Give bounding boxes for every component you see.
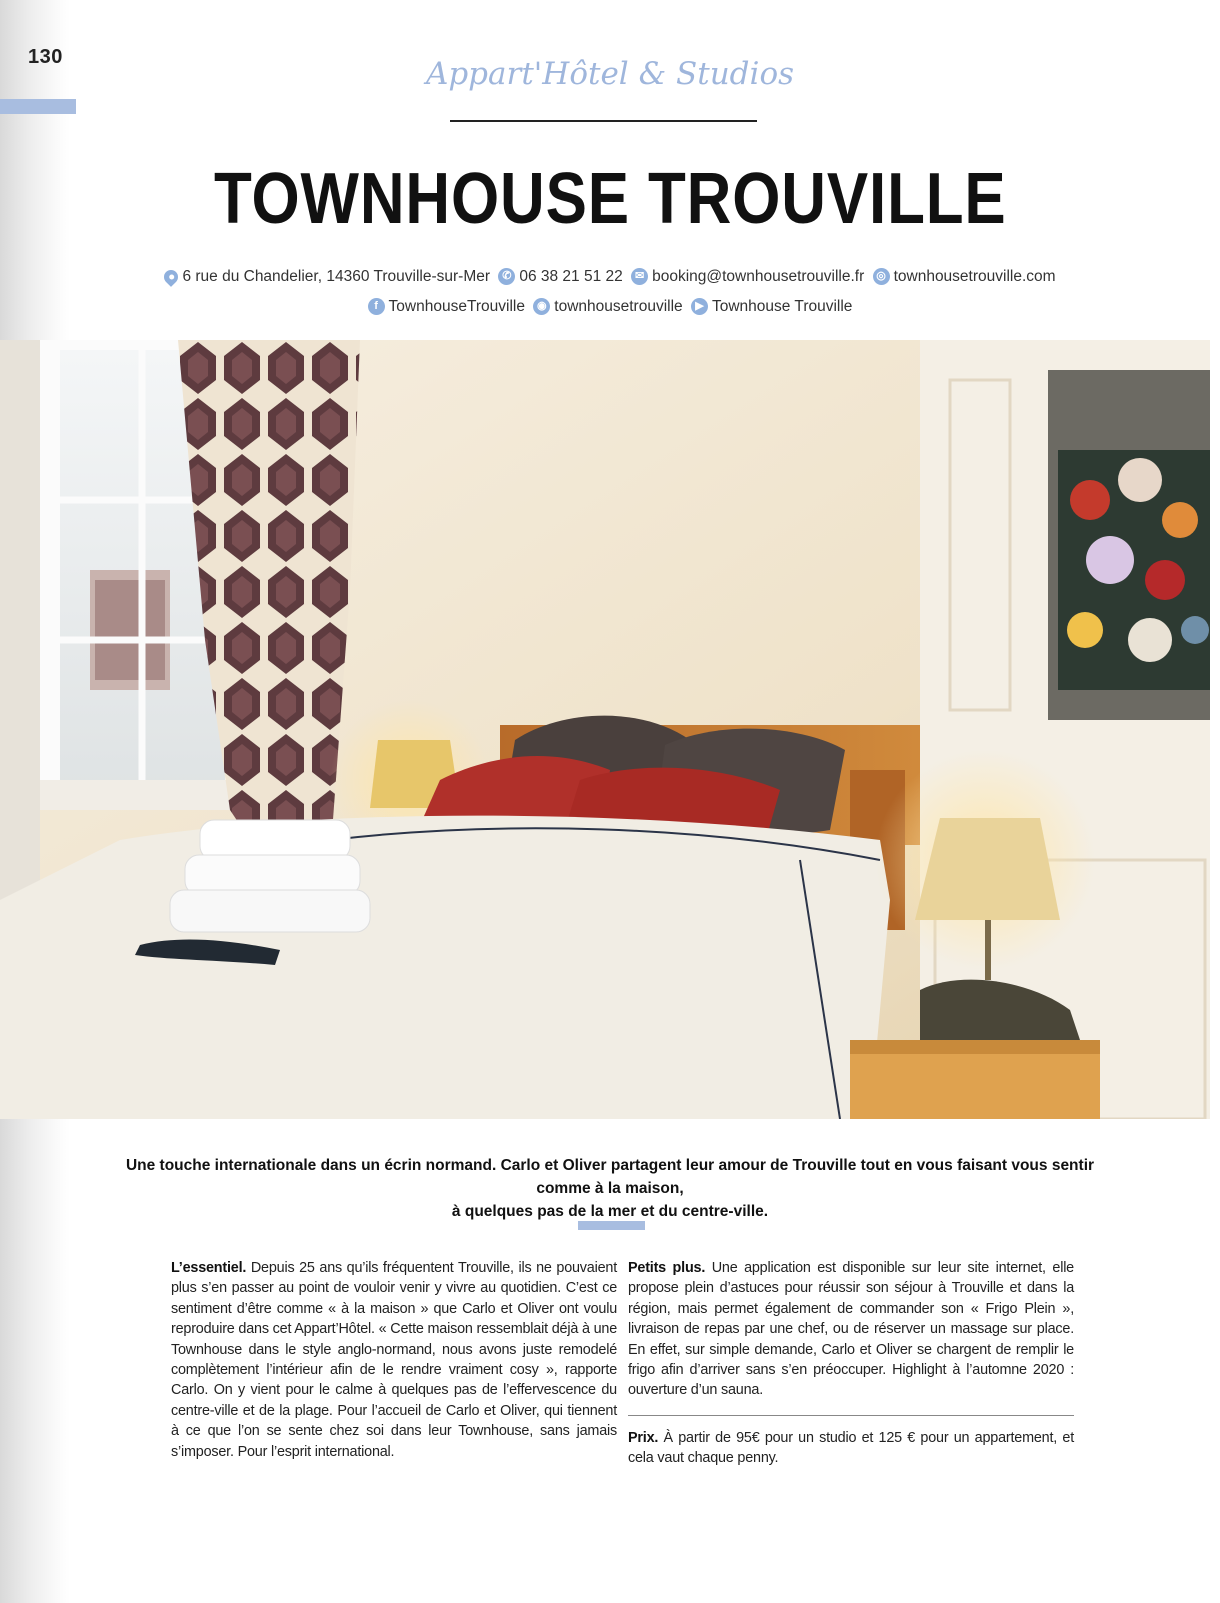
title-divider xyxy=(450,120,757,122)
prix-paragraph xyxy=(628,1428,1074,1469)
page-accent-bar xyxy=(0,99,76,114)
facebook-text: TownhouseTrouville xyxy=(388,297,525,315)
location-pin-icon xyxy=(162,267,182,287)
globe-icon: ◎ xyxy=(873,268,890,285)
section-title: Appart'Hôtel & Studios xyxy=(425,56,795,92)
lead-accent-bar xyxy=(578,1221,645,1230)
email-item[interactable] xyxy=(631,268,864,286)
petits-plus-text: Une application est disponible sur leur site internet, elle propose plein d’astuces pour réussir son séjour à Trouville et dans la région, mais permet également de commander son « Frigo Plein », livraison de repas par une chef, ou de réserver un massage sur place. En effet, sur simple demande, Carlo et Oliver se chargent de remplir le frigo afin d’arriver sans s’en préoccuper. Highlight à l’automne 2020 : ouverture d’un sauna. xyxy=(628,1260,1074,1399)
petits-plus-column xyxy=(628,1258,1074,1469)
petits-plus-paragraph xyxy=(628,1258,1074,1401)
address-item xyxy=(164,268,490,286)
contact-row-social xyxy=(0,296,1220,316)
petits-plus-label: Petits plus. xyxy=(628,1260,706,1276)
phone-icon: ✆ xyxy=(498,268,515,285)
youtube-text: Townhouse Trouville xyxy=(711,297,853,315)
page-number: 130 xyxy=(28,46,63,68)
page-title: TOWNHOUSE TROUVILLE xyxy=(213,159,1007,239)
prix-text: À partir de 95€ pour un studio et 125 € pour un appartement, et cela vaut chaque penny. xyxy=(628,1429,1074,1467)
column-divider xyxy=(628,1415,1074,1416)
phone-item[interactable] xyxy=(498,268,622,286)
website-text: townhousetrouville.com xyxy=(893,267,1056,285)
essentiel-paragraph xyxy=(171,1258,617,1462)
essentiel-label: L’essentiel. xyxy=(171,1260,247,1276)
essentiel-column xyxy=(171,1258,617,1462)
lead-line-1: Une touche internationale dans un écrin normand. Carlo et Oliver partagent leur amour de Trouville tout en vous faisant vous sentir comme à la maison, xyxy=(125,1157,1095,1197)
contact-row-primary xyxy=(0,266,1220,286)
lead-line-2: à quelques pas de la mer et du centre-ville. xyxy=(451,1203,769,1220)
facebook-icon: f xyxy=(368,298,385,315)
instagram-icon: ◉ xyxy=(533,298,550,315)
email-text: booking@townhousetrouville.fr xyxy=(652,267,865,285)
instagram-item[interactable] xyxy=(533,298,682,316)
email-icon: ✉ xyxy=(631,268,648,285)
youtube-icon: ▶ xyxy=(691,298,708,315)
essentiel-text: Depuis 25 ans qu’ils fréquentent Trouville, ils ne pouvaient plus s’en passer au point de vouloir venir y vivre au quotidien. C’est ce sentiment d’être comme « à la maison » que Carlo et Oliver ont voulu reproduire dans cet Appart’Hôtel. « Cette maison ressemblait déjà à une Townhouse dans le style anglo-normand, nous avons juste remodelé complètement l’intérieur afin de le rendre vraiment cosy », rapporte Carlo. On y vient pour le calme à quelques pas de l’effervescence du centre-ville et de la plage. Pour l’accueil de Carlo et Oliver, qui tiennent à ce que l’on se sente chez soi dans leur Townhouse, sans jamais s’imposer. Pour l’esprit international. xyxy=(171,1260,617,1460)
phone-text: 06 38 21 51 22 xyxy=(519,267,623,285)
facebook-item[interactable] xyxy=(368,298,525,316)
address-text: 6 rue du Chandelier, 14360 Trouville-sur-Mer xyxy=(182,267,491,285)
website-item[interactable] xyxy=(873,268,1056,286)
instagram-text: townhousetrouville xyxy=(554,297,683,315)
lead-paragraph xyxy=(100,1154,1120,1223)
youtube-item[interactable] xyxy=(691,298,852,316)
bedroom-photo xyxy=(0,340,1210,1119)
prix-label: Prix. xyxy=(628,1429,659,1446)
